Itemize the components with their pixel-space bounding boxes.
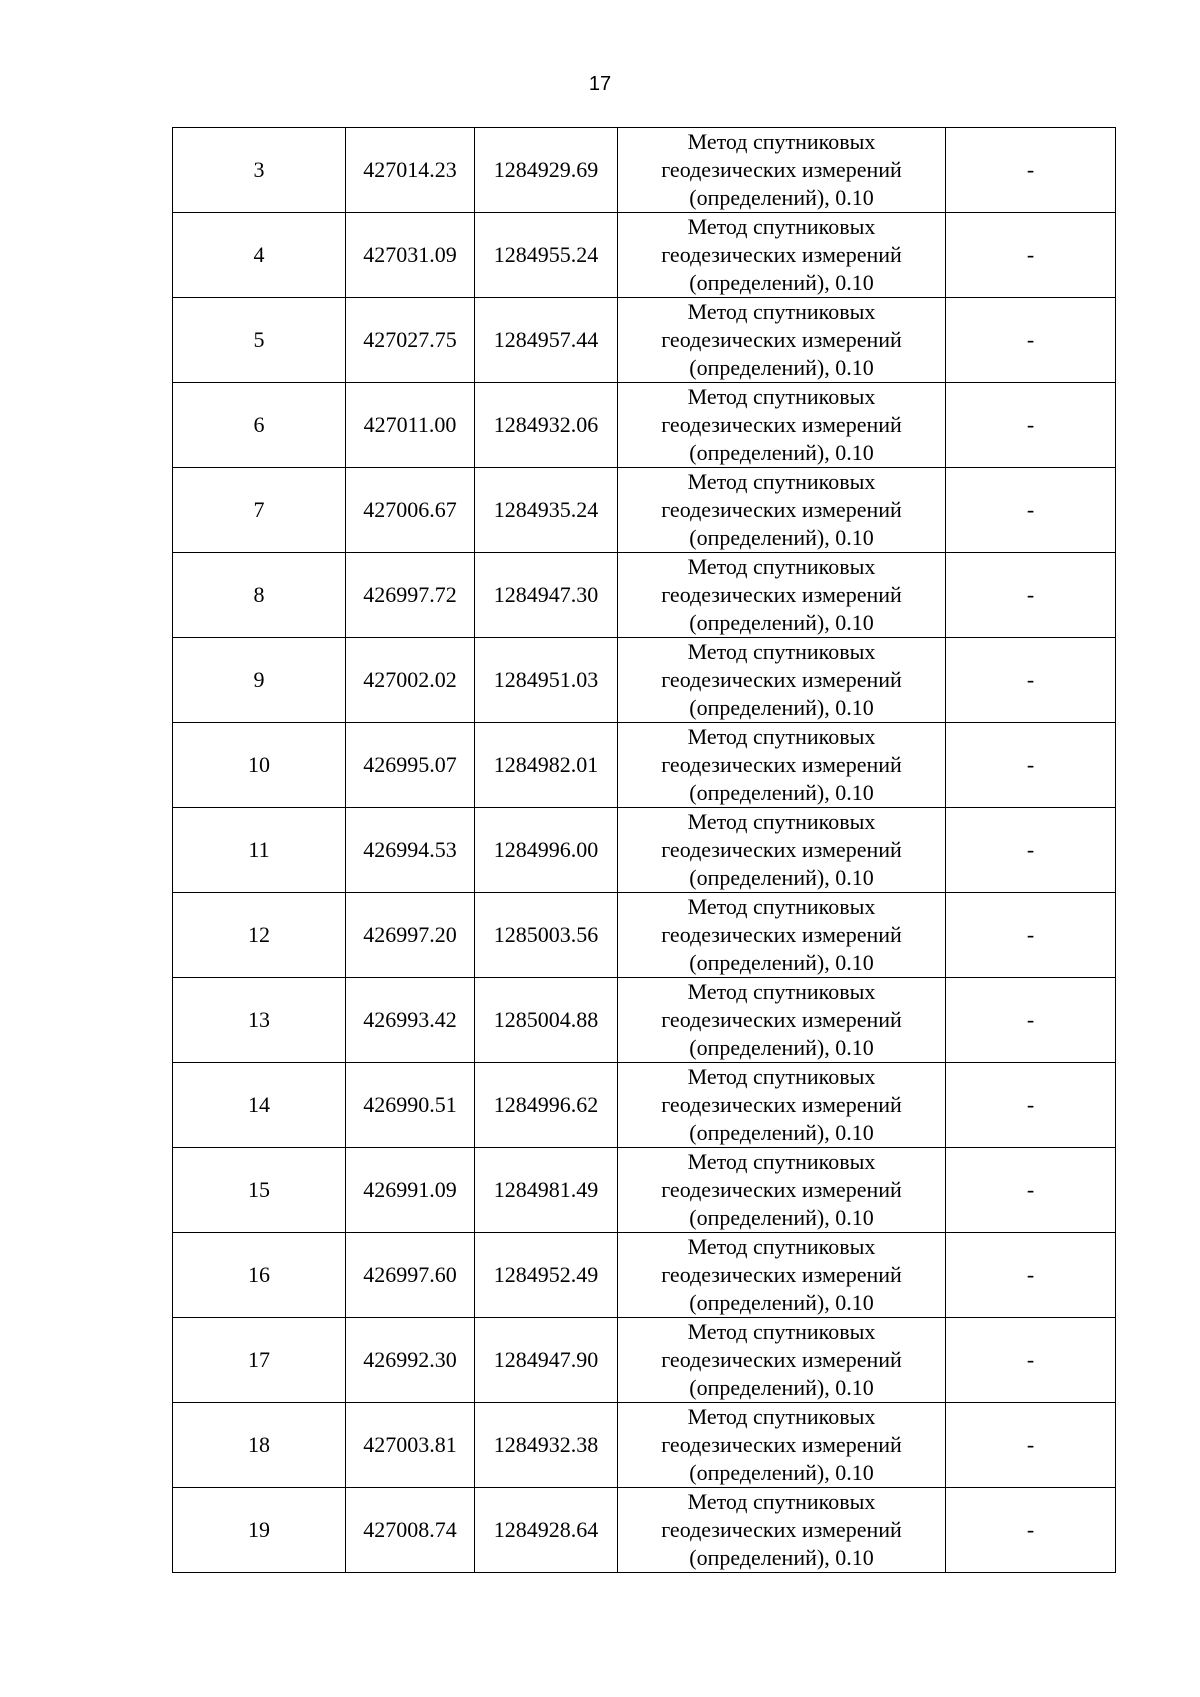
method-cell [618,978,946,1063]
method-line: (определений), 0.10 [689,355,874,380]
x-coordinate-cell: 426993.42 [346,978,475,1063]
method-line: Метод спутниковых [687,1489,876,1514]
x-coordinate-cell: 426991.09 [346,1148,475,1233]
method-line: (определений), 0.10 [689,270,874,295]
method-cell [618,638,946,723]
x-coordinate-cell: 426997.20 [346,893,475,978]
y-coordinate-cell: 1284996.00 [475,808,618,893]
method-line: Метод спутниковых [687,384,876,409]
method-line: Метод спутниковых [687,299,876,324]
table-row [173,383,1116,468]
method-cell [618,808,946,893]
method-line: Метод спутниковых [687,639,876,664]
method-line: Метод спутниковых [687,554,876,579]
note-cell: - [946,1403,1116,1488]
note-cell: - [946,978,1116,1063]
x-coordinate-cell: 426997.72 [346,553,475,638]
method-line: геодезических измерений [661,922,902,947]
table-row [173,128,1116,213]
method-line: геодезических измерений [661,1347,902,1372]
y-coordinate-cell: 1284996.62 [475,1063,618,1148]
y-coordinate-cell: 1284957.44 [475,298,618,383]
method-line: геодезических измерений [661,582,902,607]
y-coordinate-cell: 1284928.64 [475,1488,618,1573]
method-line: (определений), 0.10 [689,1545,874,1570]
point-number-cell: 6 [173,383,346,468]
table-row [173,468,1116,553]
y-coordinate-cell: 1284929.69 [475,128,618,213]
method-line: (определений), 0.10 [689,780,874,805]
method-cell [618,1063,946,1148]
y-coordinate-cell: 1284932.38 [475,1403,618,1488]
method-line: геодезических измерений [661,1262,902,1287]
coordinates-table-body [173,128,1116,1573]
method-line: геодезических измерений [661,1092,902,1117]
method-line: (определений), 0.10 [689,1375,874,1400]
method-line: (определений), 0.10 [689,1035,874,1060]
method-line: Метод спутниковых [687,129,876,154]
method-cell [618,213,946,298]
note-cell: - [946,1233,1116,1318]
method-cell [618,1233,946,1318]
method-cell [618,298,946,383]
x-coordinate-cell: 426995.07 [346,723,475,808]
method-line: геодезических измерений [661,1177,902,1202]
method-cell [618,1488,946,1573]
note-cell: - [946,128,1116,213]
method-line: геодезических измерений [661,157,902,182]
note-cell: - [946,1488,1116,1573]
x-coordinate-cell: 427003.81 [346,1403,475,1488]
point-number-cell: 18 [173,1403,346,1488]
method-line: геодезических измерений [661,667,902,692]
note-cell: - [946,1063,1116,1148]
method-line: (определений), 0.10 [689,865,874,890]
method-line: Метод спутниковых [687,469,876,494]
note-cell: - [946,1318,1116,1403]
method-line: геодезических измерений [661,497,902,522]
table-row [173,1488,1116,1573]
table-row [173,553,1116,638]
method-line: Метод спутниковых [687,724,876,749]
x-coordinate-cell: 427031.09 [346,213,475,298]
table-row [173,723,1116,808]
y-coordinate-cell: 1284952.49 [475,1233,618,1318]
note-cell: - [946,1148,1116,1233]
method-line: геодезических измерений [661,327,902,352]
method-line: геодезических измерений [661,837,902,862]
point-number-cell: 10 [173,723,346,808]
x-coordinate-cell: 426997.60 [346,1233,475,1318]
table-row [173,213,1116,298]
method-line: (определений), 0.10 [689,525,874,550]
point-number-cell: 7 [173,468,346,553]
x-coordinate-cell: 426992.30 [346,1318,475,1403]
x-coordinate-cell: 427008.74 [346,1488,475,1573]
note-cell: - [946,893,1116,978]
method-line: Метод спутниковых [687,894,876,919]
method-cell [618,553,946,638]
method-cell [618,1148,946,1233]
note-cell: - [946,553,1116,638]
y-coordinate-cell: 1284955.24 [475,213,618,298]
point-number-cell: 16 [173,1233,346,1318]
table-row [173,1233,1116,1318]
point-number-cell: 13 [173,978,346,1063]
table-row [173,893,1116,978]
table-row [173,1318,1116,1403]
table-row [173,978,1116,1063]
table-row [173,298,1116,383]
method-line: (определений), 0.10 [689,1290,874,1315]
x-coordinate-cell: 427027.75 [346,298,475,383]
method-cell [618,1403,946,1488]
point-number-cell: 17 [173,1318,346,1403]
note-cell: - [946,638,1116,723]
page-number: 17 [588,73,612,95]
method-line: Метод спутниковых [687,214,876,239]
method-cell [618,893,946,978]
method-line: (определений), 0.10 [689,185,874,210]
point-number-cell: 9 [173,638,346,723]
method-line: геодезических измерений [661,1517,902,1542]
method-cell [618,383,946,468]
method-line: геодезических измерений [661,412,902,437]
x-coordinate-cell: 427002.02 [346,638,475,723]
coordinates-table [172,127,1116,1573]
method-cell [618,468,946,553]
x-coordinate-cell: 426994.53 [346,808,475,893]
method-line: (определений), 0.10 [689,1120,874,1145]
method-line: (определений), 0.10 [689,695,874,720]
table-row [173,638,1116,723]
note-cell: - [946,723,1116,808]
table-row [173,1148,1116,1233]
y-coordinate-cell: 1285003.56 [475,893,618,978]
y-coordinate-cell: 1284981.49 [475,1148,618,1233]
point-number-cell: 11 [173,808,346,893]
method-line: (определений), 0.10 [689,610,874,635]
method-line: Метод спутниковых [687,1064,876,1089]
point-number-cell: 15 [173,1148,346,1233]
table-row [173,1063,1116,1148]
y-coordinate-cell: 1284947.30 [475,553,618,638]
method-line: (определений), 0.10 [689,440,874,465]
y-coordinate-cell: 1284935.24 [475,468,618,553]
method-line: геодезических измерений [661,752,902,777]
point-number-cell: 19 [173,1488,346,1573]
method-line: геодезических измерений [661,1432,902,1457]
note-cell: - [946,213,1116,298]
method-line: геодезических измерений [661,1007,902,1032]
method-line: (определений), 0.10 [689,950,874,975]
point-number-cell: 12 [173,893,346,978]
y-coordinate-cell: 1285004.88 [475,978,618,1063]
method-line: Метод спутниковых [687,1319,876,1344]
table-row [173,1403,1116,1488]
y-coordinate-cell: 1284947.90 [475,1318,618,1403]
note-cell: - [946,298,1116,383]
x-coordinate-cell: 427011.00 [346,383,475,468]
method-line: Метод спутниковых [687,979,876,1004]
point-number-cell: 14 [173,1063,346,1148]
table-row [173,808,1116,893]
method-line: Метод спутниковых [687,1234,876,1259]
point-number-cell: 3 [173,128,346,213]
x-coordinate-cell: 427014.23 [346,128,475,213]
y-coordinate-cell: 1284951.03 [475,638,618,723]
method-line: Метод спутниковых [687,1149,876,1174]
method-line: геодезических измерений [661,242,902,267]
method-line: (определений), 0.10 [689,1205,874,1230]
point-number-cell: 4 [173,213,346,298]
method-cell [618,1318,946,1403]
method-cell [618,723,946,808]
note-cell: - [946,808,1116,893]
method-line: (определений), 0.10 [689,1460,874,1485]
point-number-cell: 5 [173,298,346,383]
point-number-cell: 8 [173,553,346,638]
method-line: Метод спутниковых [687,1404,876,1429]
method-line: Метод спутниковых [687,809,876,834]
y-coordinate-cell: 1284982.01 [475,723,618,808]
note-cell: - [946,468,1116,553]
x-coordinate-cell: 426990.51 [346,1063,475,1148]
method-cell [618,128,946,213]
x-coordinate-cell: 427006.67 [346,468,475,553]
note-cell: - [946,383,1116,468]
y-coordinate-cell: 1284932.06 [475,383,618,468]
